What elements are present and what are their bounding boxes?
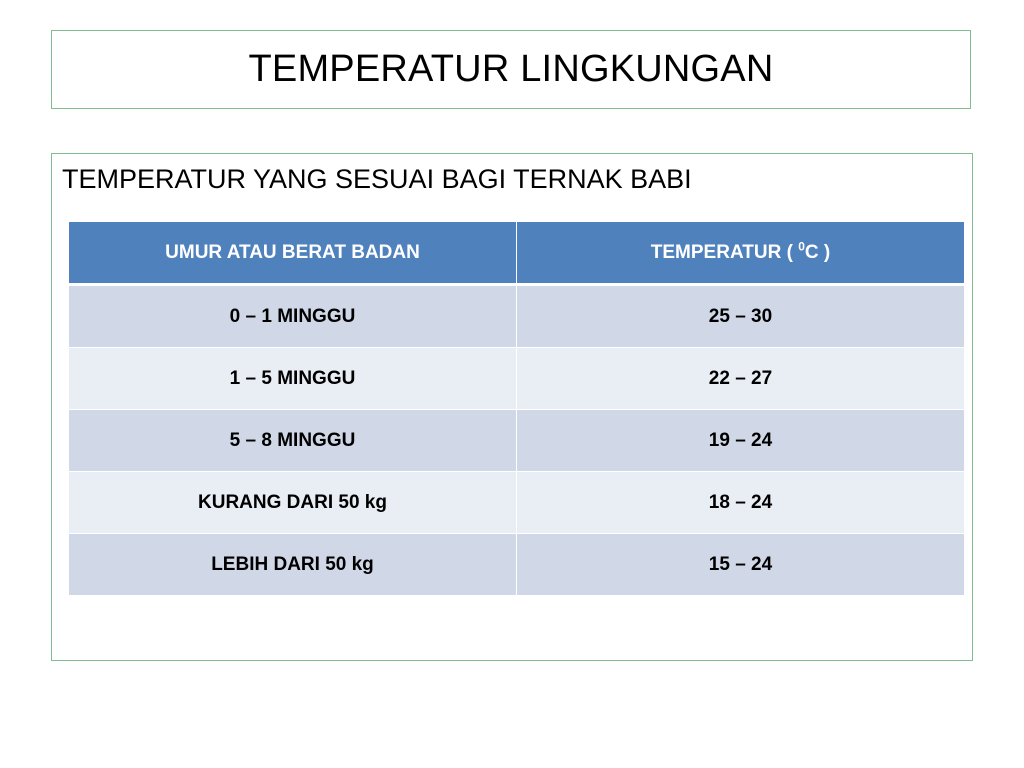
cell-age: 5 – 8 MINGGU: [69, 410, 517, 472]
cell-age: LEBIH DARI 50 kg: [69, 534, 517, 596]
table-row: [69, 348, 965, 410]
cell-temperature: 25 – 30: [517, 285, 965, 348]
content-box: [51, 153, 973, 661]
table-row: [69, 534, 965, 596]
header-temperature-prefix: TEMPERATUR (: [650, 241, 799, 263]
cell-temperature: 15 – 24: [517, 534, 965, 596]
content-subtitle: TEMPERATUR YANG SESUAI BAGI TERNAK BABI: [62, 164, 692, 194]
header-temperature-suffix: C ): [804, 241, 831, 263]
cell-age: 1 – 5 MINGGU: [69, 348, 517, 410]
cell-temperature: 22 – 27: [517, 348, 965, 410]
cell-age: KURANG DARI 50 kg: [69, 472, 517, 534]
table-row: [69, 410, 965, 472]
cell-temperature: 19 – 24: [517, 410, 965, 472]
slide-title: TEMPERATUR LINGKUNGAN: [248, 48, 774, 90]
table-row: [69, 472, 965, 534]
cell-temperature: 18 – 24: [517, 472, 965, 534]
cell-age: 0 – 1 MINGGU: [69, 285, 517, 348]
header-age-weight: UMUR ATAU BERAT BADAN: [69, 222, 517, 285]
header-temperature-degree: 0: [798, 239, 805, 254]
header-temperature: [517, 222, 965, 285]
table-header-row: [69, 222, 965, 285]
table-row: [69, 285, 965, 348]
temperature-table: [68, 221, 965, 596]
title-box: [51, 30, 971, 109]
